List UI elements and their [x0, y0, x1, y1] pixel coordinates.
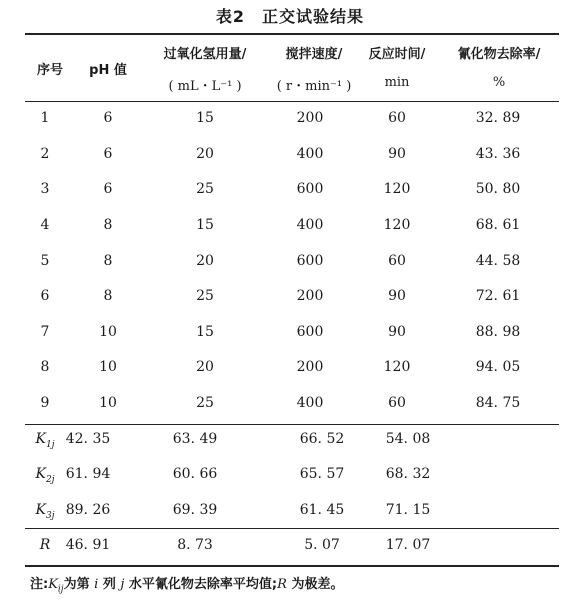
- k-value-cell: 61. 45: [299, 502, 345, 518]
- table-cell: 3: [40, 181, 50, 197]
- note-r: R: [277, 577, 287, 592]
- k-value-cell: 42. 35: [65, 431, 111, 447]
- table-cell: 32. 89: [475, 110, 521, 126]
- header-time: 反应时间/: [368, 47, 426, 62]
- k-value-cell: 68. 32: [385, 466, 431, 482]
- table-cell: 400: [296, 146, 324, 162]
- table-cell: 9: [40, 395, 50, 411]
- range-value-cell: 8. 73: [177, 537, 213, 553]
- table-cell: 120: [383, 181, 411, 197]
- table-cell: 60: [388, 110, 406, 126]
- table-cell: 120: [383, 217, 411, 233]
- k-symbol: K: [35, 431, 46, 447]
- table-cell: 8: [40, 359, 50, 375]
- table-cell: 15: [196, 110, 214, 126]
- note-part1: 为第: [63, 577, 95, 592]
- k-value-cell: 66. 52: [299, 431, 345, 447]
- k-value-cell: 69. 39: [172, 502, 218, 518]
- header-time-unit: min: [384, 75, 410, 90]
- table-cell: 44. 58: [475, 253, 521, 269]
- table-cell: 1: [40, 110, 50, 126]
- table-cell: 60: [388, 395, 406, 411]
- k-subscript: 1j: [45, 439, 55, 450]
- table-cell: 6: [103, 181, 113, 197]
- k-value-cell: 54. 08: [385, 431, 431, 447]
- range-value-cell: 46. 91: [65, 537, 111, 553]
- table-cell: 600: [296, 324, 324, 340]
- header-speed-unit: ( r・min⁻¹ ): [276, 79, 352, 94]
- table-cell: 600: [296, 181, 324, 197]
- table-caption: 表2 正交试验结果: [215, 7, 365, 26]
- table-cell: 8: [103, 288, 113, 304]
- note-prefix: 注:: [30, 577, 49, 592]
- header-index: 序号: [36, 63, 63, 78]
- note-part4: 为极差。: [286, 577, 344, 592]
- header-speed: 搅拌速度/: [285, 47, 343, 62]
- range-label: R: [39, 537, 51, 553]
- range-value-cell: 5. 07: [304, 537, 340, 553]
- table-cell: 50. 80: [475, 181, 521, 197]
- table-cell: 60: [388, 253, 406, 269]
- header-ph: pH 值: [89, 63, 127, 78]
- table-cell: 15: [196, 324, 214, 340]
- table-cell: 25: [196, 395, 214, 411]
- bottom-rule: [25, 565, 559, 567]
- table-cell: 43. 36: [475, 146, 521, 162]
- table-cell: 84. 75: [475, 395, 521, 411]
- table-cell: 200: [296, 288, 324, 304]
- k-subscript: 3j: [45, 510, 55, 521]
- table-cell: 200: [296, 359, 324, 375]
- table-cell: 6: [103, 146, 113, 162]
- k-value-cell: 65. 57: [299, 466, 345, 482]
- table-cell: 25: [196, 288, 214, 304]
- header-h2o2: 过氧化氢用量/: [163, 47, 247, 62]
- k-value-cell: 89. 26: [65, 502, 111, 518]
- table-cell: 90: [388, 324, 406, 340]
- table-cell: 25: [196, 181, 214, 197]
- k-value-cell: 71. 15: [385, 502, 431, 518]
- note-k-symbol: K: [48, 577, 58, 592]
- k-subscript: 2j: [45, 474, 55, 485]
- table-cell: 8: [103, 253, 113, 269]
- note-i: i: [94, 577, 99, 592]
- k-symbol: K: [35, 466, 46, 482]
- table-cell: 5: [40, 253, 50, 269]
- table-cell: 10: [99, 359, 117, 375]
- table-cell: 94. 05: [475, 359, 521, 375]
- k-value-cell: 60. 66: [172, 466, 218, 482]
- table-cell: 600: [296, 253, 324, 269]
- table-cell: 200: [296, 110, 324, 126]
- table-note: [30, 573, 343, 595]
- table-cell: 20: [196, 146, 214, 162]
- table-cell: 400: [296, 395, 324, 411]
- header-rule: [25, 101, 559, 102]
- table-cell: 120: [383, 359, 411, 375]
- table-cell: 6: [103, 110, 113, 126]
- table-cell: 10: [99, 395, 117, 411]
- note-k-sub: ij: [57, 584, 64, 595]
- table-cell: 90: [388, 146, 406, 162]
- note-part2: 列: [98, 577, 121, 592]
- note-j: j: [120, 577, 125, 592]
- table-cell: 15: [196, 217, 214, 233]
- note-part3: 水平氰化物去除率平均值;: [124, 577, 278, 592]
- r-rule: [25, 528, 559, 529]
- k-symbol: K: [35, 502, 46, 518]
- top-rule: [25, 33, 559, 35]
- table-cell: 90: [388, 288, 406, 304]
- table-cell: 88. 98: [475, 324, 521, 340]
- table-cell: 2: [40, 146, 50, 162]
- table-cell: 400: [296, 217, 324, 233]
- table-cell: 10: [99, 324, 117, 340]
- header-removal-unit: %: [492, 75, 506, 90]
- header-removal: 氰化物去除率/: [457, 47, 541, 62]
- k-value-cell: 61. 94: [65, 466, 111, 482]
- k-rule: [25, 424, 559, 425]
- table-cell: 68. 61: [475, 217, 521, 233]
- header-h2o2-unit: ( mL・L⁻¹ ): [168, 79, 242, 94]
- table-cell: 4: [40, 217, 50, 233]
- k-value-cell: 63. 49: [172, 431, 218, 447]
- table-cell: 20: [196, 253, 214, 269]
- table-cell: 6: [40, 288, 50, 304]
- table-cell: 8: [103, 217, 113, 233]
- range-value-cell: 17. 07: [385, 537, 431, 553]
- table-cell: 72. 61: [475, 288, 521, 304]
- table-cell: 20: [196, 359, 214, 375]
- table-cell: 7: [40, 324, 50, 340]
